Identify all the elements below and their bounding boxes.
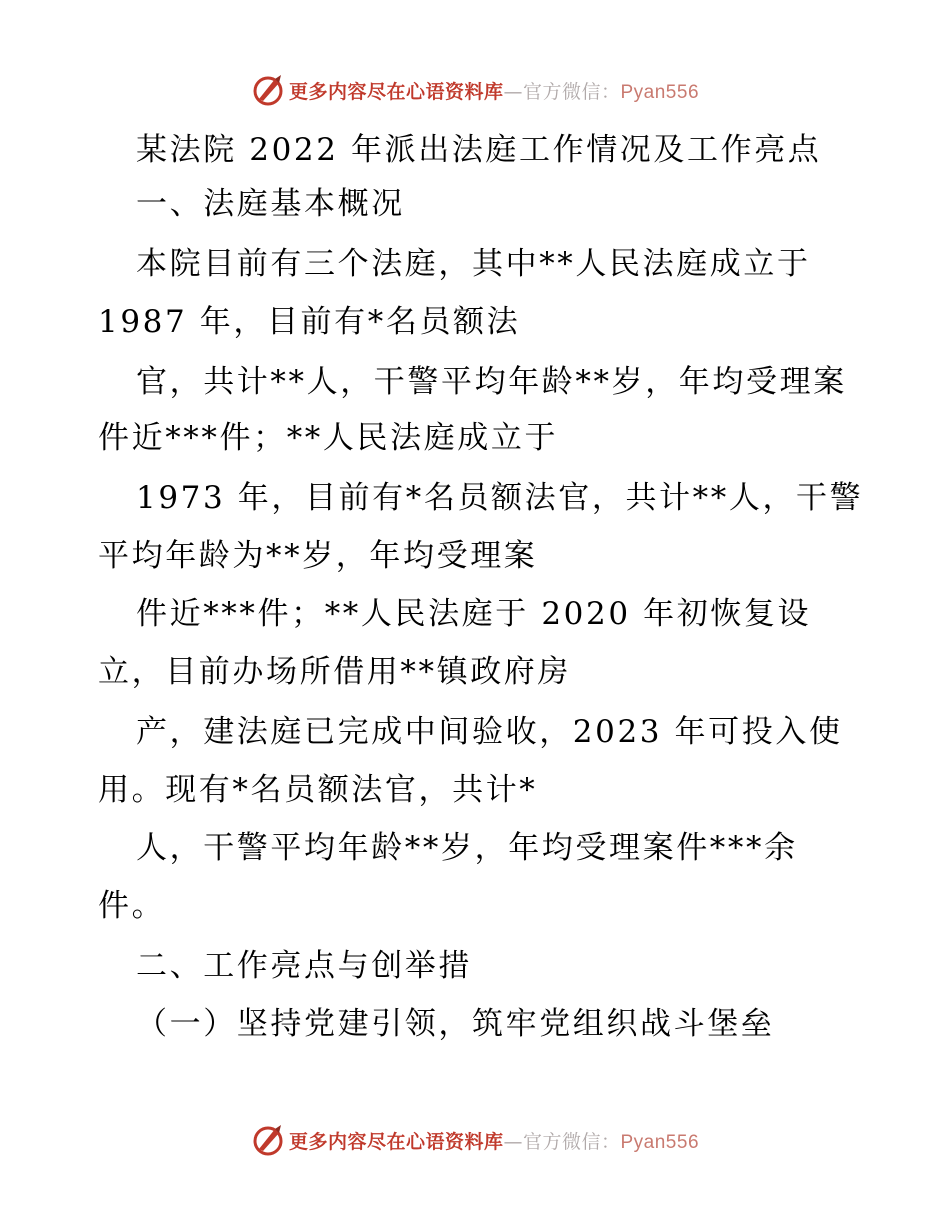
watermark-label: 官方微信： bbox=[522, 1130, 621, 1153]
watermark-dash: — bbox=[503, 80, 523, 103]
paragraph-line: 平均年龄为**岁，年均受理案 bbox=[98, 538, 538, 574]
watermark-main: 更多内容尽在心语资料库 bbox=[288, 80, 504, 103]
quill-logo-icon bbox=[251, 1123, 285, 1157]
watermark-header bbox=[0, 72, 950, 108]
section-heading-2: 二、工作亮点与创举措 bbox=[136, 948, 472, 984]
paragraph-line: 件近***件；**人民法庭成立于 bbox=[98, 420, 559, 456]
watermark-label: 官方微信： bbox=[522, 80, 621, 103]
paragraph-line: 官，共计**人，干警平均年龄**岁，年均受理案 bbox=[136, 364, 847, 400]
watermark-id: Pyan556 bbox=[620, 81, 700, 103]
watermark-main: 更多内容尽在心语资料库 bbox=[288, 1130, 504, 1153]
paragraph-line: 1973 年，目前有*名员额法官，共计**人，干警 bbox=[136, 480, 864, 516]
paragraph-line: 件近***件；**人民法庭于 2020 年初恢复设 bbox=[136, 596, 812, 632]
paragraph-line: 件。 bbox=[98, 888, 166, 924]
paragraph-line: 人，干警平均年龄**岁，年均受理案件***余 bbox=[136, 830, 798, 866]
watermark-text bbox=[289, 77, 699, 104]
paragraph-line: 产，建法庭已完成中间验收，2023 年可投入使 bbox=[136, 714, 843, 750]
subsection-heading: （一）坚持党建引领，筑牢党组织战斗堡垒 bbox=[136, 1006, 775, 1042]
paragraph-line: 用。现有*名员额法官，共计* bbox=[98, 772, 538, 808]
watermark-dash: — bbox=[503, 1130, 523, 1153]
document-title: 某法院 2022 年派出法庭工作情况及工作亮点 bbox=[136, 132, 822, 168]
paragraph-line: 1987 年，目前有*名员额法 bbox=[98, 304, 521, 340]
paragraph-line: 本院目前有三个法庭，其中**人民法庭成立于 bbox=[136, 246, 811, 282]
watermark-text bbox=[289, 1127, 699, 1154]
watermark-footer bbox=[0, 1122, 950, 1158]
watermark-id: Pyan556 bbox=[620, 1131, 700, 1153]
quill-logo-icon bbox=[251, 73, 285, 107]
section-heading-1: 一、法庭基本概况 bbox=[136, 186, 405, 222]
paragraph-line: 立，目前办场所借用**镇政府房 bbox=[98, 654, 571, 690]
